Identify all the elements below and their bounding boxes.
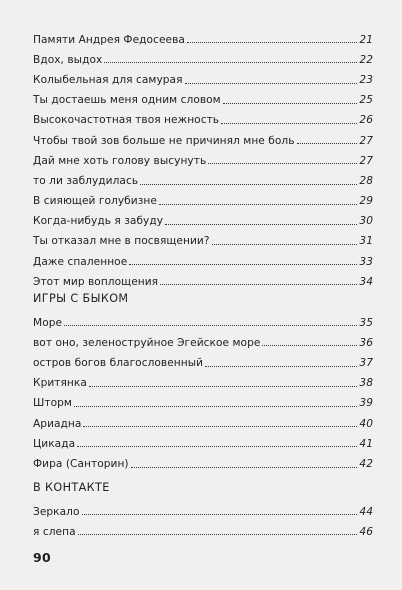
toc-entry xyxy=(33,65,373,85)
toc-entry-page: 25 xyxy=(359,94,373,107)
toc-entry-page: 30 xyxy=(359,215,373,228)
toc-entry-page: 31 xyxy=(359,235,373,248)
toc-entry-title: Ты отказал мне в посвящении? xyxy=(33,235,210,248)
toc-entry-page: 42 xyxy=(359,457,373,470)
toc-entry-page: 26 xyxy=(359,114,373,127)
toc-entry-page: 44 xyxy=(359,505,373,518)
toc-entry-title: Критянка xyxy=(33,377,87,390)
toc-entry-page: 35 xyxy=(359,316,373,329)
toc-entry xyxy=(33,267,373,287)
toc-section-v-kontakte xyxy=(33,497,373,537)
toc-entry xyxy=(33,25,373,45)
toc-entry-title: Зеркало xyxy=(33,505,80,518)
toc-entry-title: Ариадна xyxy=(33,417,82,430)
dot-leader xyxy=(131,467,358,468)
toc-entry xyxy=(33,126,373,146)
dot-leader xyxy=(185,83,358,84)
toc-entry-title: В сияющей голубизне xyxy=(33,195,157,208)
toc-entry-page: 46 xyxy=(359,525,373,538)
toc-entry-page: 22 xyxy=(359,53,373,66)
toc-entry-page: 28 xyxy=(359,174,373,187)
toc-entry-title: Море xyxy=(33,316,63,329)
toc-entry-page: 38 xyxy=(359,377,373,390)
toc-entry-title: Цикада xyxy=(33,437,76,450)
dot-leader xyxy=(187,42,357,43)
toc-entry-title: вот оно, зеленоструйное Эгейское море xyxy=(33,336,261,349)
toc-entry xyxy=(33,517,373,537)
toc-entry xyxy=(33,308,373,328)
dot-leader xyxy=(140,184,357,185)
toc-entry-title: остров богов благословенный xyxy=(33,356,204,369)
toc-entry xyxy=(33,328,373,348)
toc-entry-page: 34 xyxy=(359,275,373,288)
toc-entry-page: 33 xyxy=(359,255,373,268)
toc-entry-title: Этот мир воплощения xyxy=(33,275,159,288)
toc-entry xyxy=(33,146,373,166)
section-heading: ИГРЫ С БЫКОМ xyxy=(33,292,129,305)
toc-entry-title: Даже спаленное xyxy=(33,255,128,268)
toc-entry-page: 41 xyxy=(359,437,373,450)
toc-entry-page: 21 xyxy=(359,33,373,46)
dot-leader xyxy=(262,345,357,346)
toc-entry-page: 40 xyxy=(359,417,373,430)
toc-entry-page: 29 xyxy=(359,195,373,208)
toc-entry-page: 36 xyxy=(359,336,373,349)
dot-leader xyxy=(82,514,358,515)
toc-entry xyxy=(33,369,373,389)
toc-entry xyxy=(33,187,373,207)
toc-entry xyxy=(33,247,373,267)
dot-leader xyxy=(205,366,357,367)
toc-entry-title: Когда-нибудь я забуду xyxy=(33,215,164,228)
toc-entry-page: 37 xyxy=(359,356,373,369)
dot-leader xyxy=(78,534,358,535)
toc-entry-title: то ли заблудилась xyxy=(33,174,139,187)
toc-entry xyxy=(33,389,373,409)
toc-section-igry-s-bykom xyxy=(33,308,373,470)
toc-entry-title: Шторм xyxy=(33,397,72,410)
toc-entry-title: Ты достаешь меня одним словом xyxy=(33,94,221,107)
toc-entry-title: Дай мне хоть голову высунуть xyxy=(33,154,207,167)
toc-entry-title: Памяти Андрея Федосеева xyxy=(33,33,185,46)
toc-entry-page: 39 xyxy=(359,397,373,410)
toc-entry-title: Колыбельная для самурая xyxy=(33,73,183,86)
page-number: 90 xyxy=(33,550,51,565)
toc-entry-title: Высокочастотная твоя нежность xyxy=(33,114,220,127)
toc-section-continued xyxy=(33,25,373,287)
toc-entry xyxy=(33,45,373,65)
toc-entry-title: Фира (Санторин) xyxy=(33,457,129,470)
dot-leader xyxy=(212,244,358,245)
dot-leader xyxy=(165,224,357,225)
toc-entry xyxy=(33,227,373,247)
dot-leader xyxy=(64,325,357,326)
dot-leader xyxy=(221,123,357,124)
dot-leader xyxy=(89,386,358,387)
dot-leader xyxy=(297,143,358,144)
toc-entry xyxy=(33,449,373,469)
dot-leader xyxy=(159,204,357,205)
toc-entry xyxy=(33,86,373,106)
toc-entry-title: Вдох, выдох xyxy=(33,53,103,66)
dot-leader xyxy=(74,406,357,407)
toc-entry xyxy=(33,106,373,126)
dot-leader xyxy=(104,62,357,63)
toc-entry xyxy=(33,497,373,517)
toc-entry xyxy=(33,429,373,449)
section-heading: В КОНТАКТЕ xyxy=(33,481,110,494)
toc-entry-page: 27 xyxy=(359,134,373,147)
toc-entry-page: 23 xyxy=(359,73,373,86)
toc-entry xyxy=(33,409,373,429)
toc-entry-title: я слепа xyxy=(33,525,76,538)
toc-entry-title: Чтобы твой зов больше не причинял мне боль xyxy=(33,134,295,147)
dot-leader xyxy=(77,446,357,447)
dot-leader xyxy=(83,426,357,427)
toc-entry xyxy=(33,166,373,186)
dot-leader xyxy=(160,284,357,285)
toc-entry xyxy=(33,348,373,368)
toc-entry-page: 27 xyxy=(359,154,373,167)
toc-entry xyxy=(33,207,373,227)
dot-leader xyxy=(129,264,357,265)
dot-leader xyxy=(208,163,357,164)
dot-leader xyxy=(223,103,358,104)
